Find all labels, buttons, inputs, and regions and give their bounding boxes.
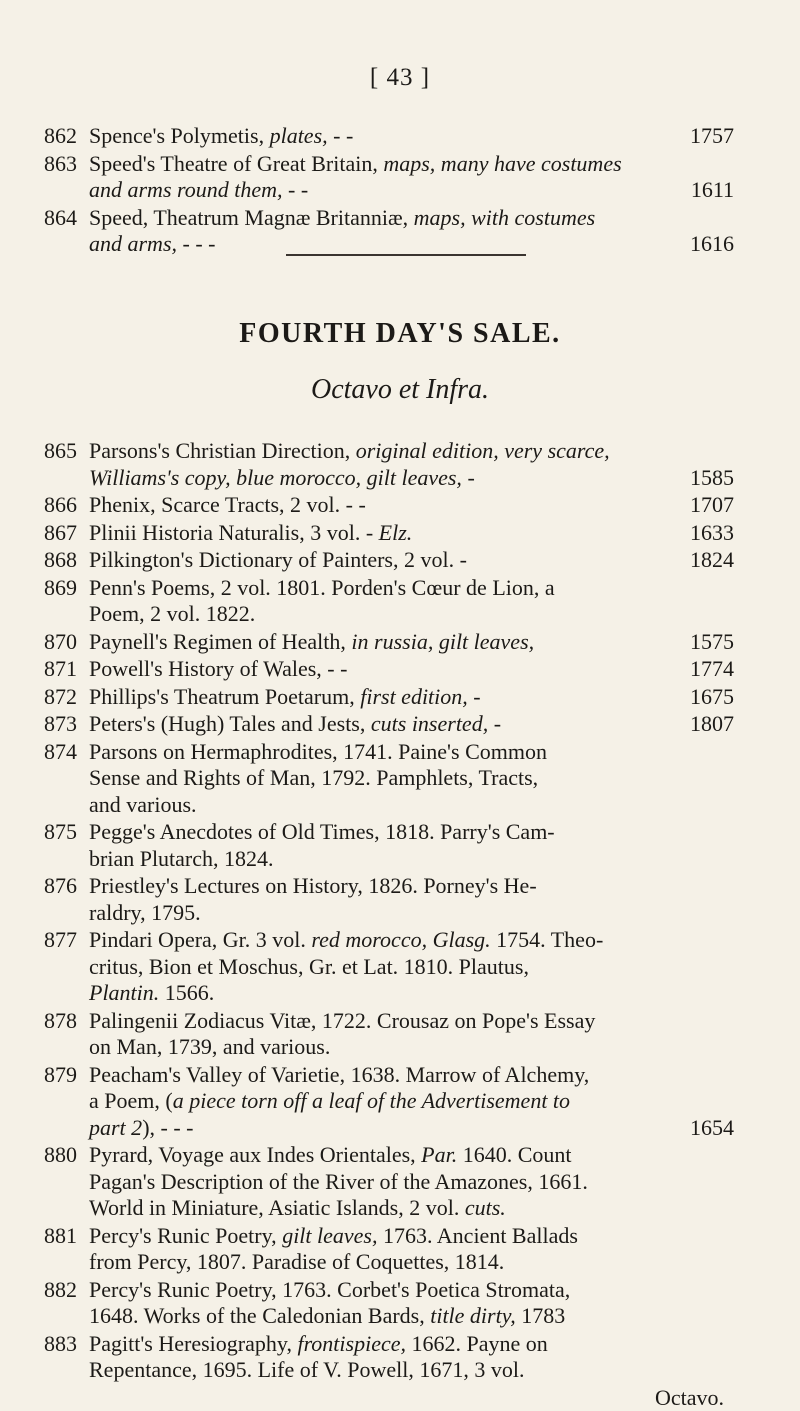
lot-number: 864 xyxy=(44,205,86,232)
lot-line: Sense and Rights of Man, 1792. Pamphlets, Tracts, xyxy=(89,765,734,792)
lot-entry xyxy=(44,1008,734,1061)
lot-line: Peacham's Valley of Varietie, 1638. Marrow of Alchemy, xyxy=(89,1062,734,1089)
lot-entry xyxy=(44,1223,734,1276)
lot-line: raldry, 1795. xyxy=(89,900,734,927)
lot-line: and arms, - - - 1616 xyxy=(89,231,734,258)
lot-line: and arms round them, - - 1611 xyxy=(89,177,734,204)
lot-entry xyxy=(44,1331,734,1384)
lot-line: Spence's Polymetis, plates, - - 1757 xyxy=(89,123,734,150)
lot-line: Plantin. 1566. xyxy=(89,980,734,1007)
lot-number: 880 xyxy=(44,1142,86,1169)
carryover-entries xyxy=(44,123,734,259)
lot-number: 882 xyxy=(44,1277,86,1304)
lot-line: Speed's Theatre of Great Britain, maps, many have costumes xyxy=(89,151,734,178)
lot-line: part 2), - - - 1654 xyxy=(89,1115,734,1142)
lot-line: Peters's (Hugh) Tales and Jests, cuts inserted, - 1807 xyxy=(89,711,734,738)
lot-line: from Percy, 1807. Paradise of Coquettes, 1814. xyxy=(89,1249,734,1276)
lot-line: Palingenii Zodiacus Vitæ, 1722. Crousaz on Pope's Essay xyxy=(89,1008,734,1035)
lot-line: Speed, Theatrum Magnæ Britanniæ, maps, with costumes xyxy=(89,205,734,232)
lot-line: brian Plutarch, 1824. xyxy=(89,846,734,873)
lot-line: Penn's Poems, 2 vol. 1801. Porden's Cœur de Lion, a xyxy=(89,575,734,602)
lot-line: Priestley's Lectures on History, 1826. Porney's He- xyxy=(89,873,734,900)
lot-line: Williams's copy, blue morocco, gilt leaves, - 1585 xyxy=(89,465,734,492)
lot-line: Parsons's Christian Direction, original edition, very scarce, xyxy=(89,438,734,465)
lot-entry xyxy=(44,1277,734,1330)
lot-line: Parsons on Hermaphrodites, 1741. Paine's Common xyxy=(89,739,734,766)
section-subheading: Octavo et Infra. xyxy=(0,374,800,406)
lot-line: Plinii Historia Naturalis, 3 vol. - Elz. 1633 xyxy=(89,520,734,547)
lot-entry xyxy=(44,711,734,738)
lot-number: 877 xyxy=(44,927,86,954)
lot-entry xyxy=(44,520,734,547)
lot-entry xyxy=(44,123,734,150)
lot-number: 870 xyxy=(44,629,86,656)
lot-entry xyxy=(44,1142,734,1222)
lot-entry xyxy=(44,656,734,683)
lot-line: Phenix, Scarce Tracts, 2 vol. - - 1707 xyxy=(89,492,734,519)
lot-number: 873 xyxy=(44,711,86,738)
lot-entry xyxy=(44,1062,734,1142)
section-heading: FOURTH DAY'S SALE. xyxy=(0,318,800,350)
lot-line: Pegge's Anecdotes of Old Times, 1818. Parry's Cam- xyxy=(89,819,734,846)
lot-entry xyxy=(44,927,734,1007)
lot-number: 876 xyxy=(44,873,86,900)
lot-number: 866 xyxy=(44,492,86,519)
lot-line: Repentance, 1695. Life of V. Powell, 1671, 3 vol. xyxy=(89,1357,734,1384)
lot-number: 865 xyxy=(44,438,86,465)
lot-line: Paynell's Regimen of Health, in russia, gilt leaves, 1575 xyxy=(89,629,734,656)
lot-number: 868 xyxy=(44,547,86,574)
lot-number: 878 xyxy=(44,1008,86,1035)
lot-line: Poem, 2 vol. 1822. xyxy=(89,601,734,628)
closing-word: Octavo. xyxy=(44,1385,734,1411)
lot-number: 867 xyxy=(44,520,86,547)
lot-line: Percy's Runic Poetry, gilt leaves, 1763. Ancient Ballads xyxy=(89,1223,734,1250)
lot-entry xyxy=(44,438,734,491)
lot-line: World in Miniature, Asiatic Islands, 2 vol. cuts. xyxy=(89,1195,734,1222)
lot-line: critus, Bion et Moschus, Gr. et Lat. 1810. Plautus, xyxy=(89,954,734,981)
lot-line: Pagan's Description of the River of the Amazones, 1661. xyxy=(89,1169,734,1196)
lot-number: 879 xyxy=(44,1062,86,1089)
lot-entry xyxy=(44,684,734,711)
lot-line: Phillips's Theatrum Poetarum, first edition, - 1675 xyxy=(89,684,734,711)
lot-number: 871 xyxy=(44,656,86,683)
lot-entry xyxy=(44,629,734,656)
lot-number: 874 xyxy=(44,739,86,766)
lot-entries xyxy=(44,438,734,1411)
section-divider xyxy=(286,254,526,256)
lot-entry xyxy=(44,819,734,872)
lot-line: Pilkington's Dictionary of Painters, 2 vol. - 1824 xyxy=(89,547,734,574)
lot-number: 881 xyxy=(44,1223,86,1250)
lot-line: Pindari Opera, Gr. 3 vol. red morocco, Glasg. 1754. Theo- xyxy=(89,927,734,954)
lot-number: 872 xyxy=(44,684,86,711)
lot-entry xyxy=(44,205,734,258)
lot-number: 869 xyxy=(44,575,86,602)
lot-number: 862 xyxy=(44,123,86,150)
lot-line: and various. xyxy=(89,792,734,819)
page-number: [ 43 ] xyxy=(0,64,800,92)
lot-entry xyxy=(44,739,734,819)
lot-line: Powell's History of Wales, - - 1774 xyxy=(89,656,734,683)
lot-number: 883 xyxy=(44,1331,86,1358)
lot-entry xyxy=(44,151,734,204)
lot-line: a Poem, (a piece torn off a leaf of the Advertisement to xyxy=(89,1088,734,1115)
lot-entry xyxy=(44,575,734,628)
lot-line: Pagitt's Heresiography, frontispiece, 1662. Payne on xyxy=(89,1331,734,1358)
lot-number: 863 xyxy=(44,151,86,178)
lot-entry xyxy=(44,873,734,926)
lot-line: Pyrard, Voyage aux Indes Orientales, Par. 1640. Count xyxy=(89,1142,734,1169)
lot-number: 875 xyxy=(44,819,86,846)
lot-line: Percy's Runic Poetry, 1763. Corbet's Poetica Stromata, xyxy=(89,1277,734,1304)
lot-line: on Man, 1739, and various. xyxy=(89,1034,734,1061)
lot-line: 1648. Works of the Caledonian Bards, title dirty, 1783 xyxy=(89,1303,734,1330)
lot-entry xyxy=(44,492,734,519)
lot-entry xyxy=(44,547,734,574)
